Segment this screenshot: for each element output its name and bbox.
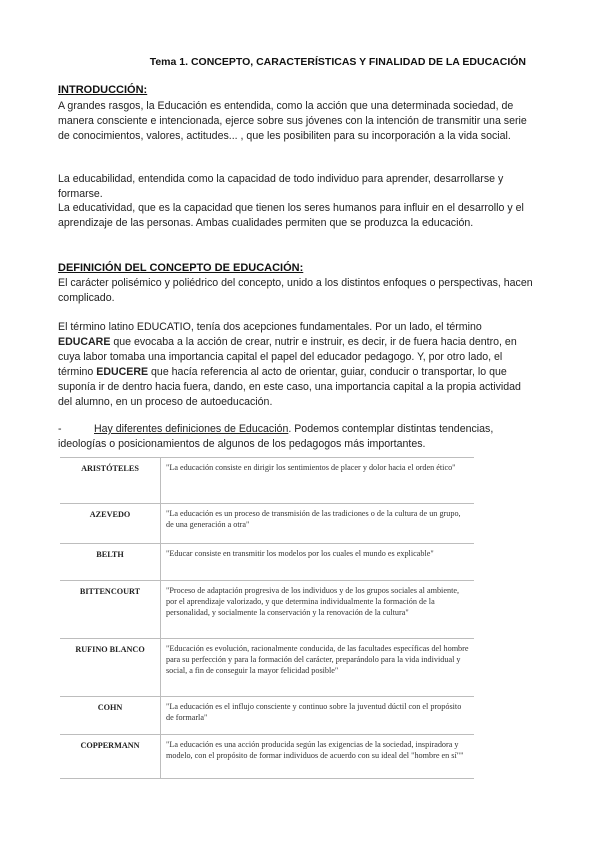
author-cell: COPPERMANN <box>60 735 161 779</box>
intro-paragraph-2: La educabilidad, entendida como la capacidad de todo individuo para aprender, desarrollarse y formarse. <box>58 173 504 200</box>
quote-cell: "La educación es el influjo consciente y continuo sobre la juventud dúctil con el propósito de formarla" <box>161 697 475 735</box>
definition-heading: DEFINICIÓN DEL CONCEPTO DE EDUCACIÓN: <box>58 262 304 274</box>
table-row <box>60 458 474 504</box>
table-row <box>60 544 474 581</box>
definition-paragraph-2-b: que evocaba a la acción de crear, nutrir e instruir, es decir, ir de fuera hacia dentro, en cuya labor tomaba una importancia capital el papel del educador pedagogo. Y, por otro lado, el término <box>58 336 517 378</box>
definitions-link[interactable]: Hay diferentes definiciones de Educación <box>94 423 289 435</box>
table-row <box>60 639 474 697</box>
table-row <box>60 581 474 639</box>
quote-cell: "Educar consiste en transmitir los modelos por los cuales el mundo es explicable" <box>161 544 475 581</box>
intro-paragraph-1: A grandes rasgos, la Educación es entendida, como la acción que una determinada sociedad, de manera consciente e intencionada, ejerce sobre sus jóvenes con la intención de transmitir una serie de conocimientos, valores, actitudes... , que les posibiliten para su incorporación a la vida social. <box>58 100 527 142</box>
bullet-dash: - <box>58 423 62 435</box>
intro-paragraph-3: La educatividad, que es la capacidad que tienen los seres humanos para influir en el desarrollo y el aprendizaje de las personas. Ambas cualidades permiten que se produzca la educación. <box>58 202 524 229</box>
term-educare: EDUCARE <box>58 336 111 348</box>
table-row <box>60 504 474 544</box>
term-educere: EDUCERE <box>96 366 149 378</box>
definitions-bullet-text: . Podemos contemplar distintas tendencias, ideologías o posicionamientos de algunos de los pedagogos más importantes. <box>58 423 494 450</box>
definitions-table <box>60 457 474 779</box>
definition-paragraph-2-a: El término latino EDUCATIO, tenía dos acepciones fundamentales. Por un lado, el término <box>58 321 482 333</box>
document-title: Tema 1. CONCEPTO, CARACTERÍSTICAS Y FINALIDAD DE LA EDUCACIÓN <box>149 56 526 68</box>
definition-paragraph-2-c: que hacía referencia al acto de orientar, guiar, conducir o transportar, lo que suponía ir de dentro hacia fuera, dando, en este caso, una importancia capital a la propia actividad del alumno, en un proceso de autoeducación. <box>58 366 521 408</box>
quote-cell: "Proceso de adaptación progresiva de los individuos y de los grupos sociales al ambiente, por el aprendizaje valorizado, y que determina individualmente la formación de la personalidad, y socialmente la conservación y la renovación de la cultura" <box>161 581 475 639</box>
author-cell: COHN <box>60 697 161 735</box>
author-cell: ARISTÓTELES <box>60 458 161 504</box>
definition-paragraph-2 <box>58 320 534 410</box>
quote-cell: "La educación es una acción producida según las exigencias de la sociedad, inspiradora y modelo, con el propósito de formar individuos de acuerdo con su ideal del "hombre en sí"" <box>161 735 475 779</box>
table-row <box>60 697 474 735</box>
intro-heading: INTRODUCCIÓN: <box>58 84 148 96</box>
definitions-bullet <box>58 422 538 452</box>
quote-cell: "La educación consiste en dirigir los sentimientos de placer y dolor hacia el orden ético" <box>161 458 475 504</box>
author-cell: BITTENCOURT <box>60 581 161 639</box>
quote-cell: "Educación es evolución, racionalmente conducida, de las facultades específicas del hombre para su perfección y para la formación del carácter, preparándolo para la vida individual y social, a fin de conseguir la mayor felicidad posible" <box>161 639 475 697</box>
author-cell: BELTH <box>60 544 161 581</box>
table-row <box>60 735 474 779</box>
author-cell: AZEVEDO <box>60 504 161 544</box>
author-cell: RUFINO BLANCO <box>60 639 161 697</box>
definition-paragraph-1: El carácter polisémico y poliédrico del concepto, unido a los distintos enfoques o perspectivas, hacen complicado. <box>58 277 533 304</box>
quote-cell: "La educación es un proceso de transmisión de las tradiciones o de la cultura de un grupo, de una generación a otra" <box>161 504 475 544</box>
